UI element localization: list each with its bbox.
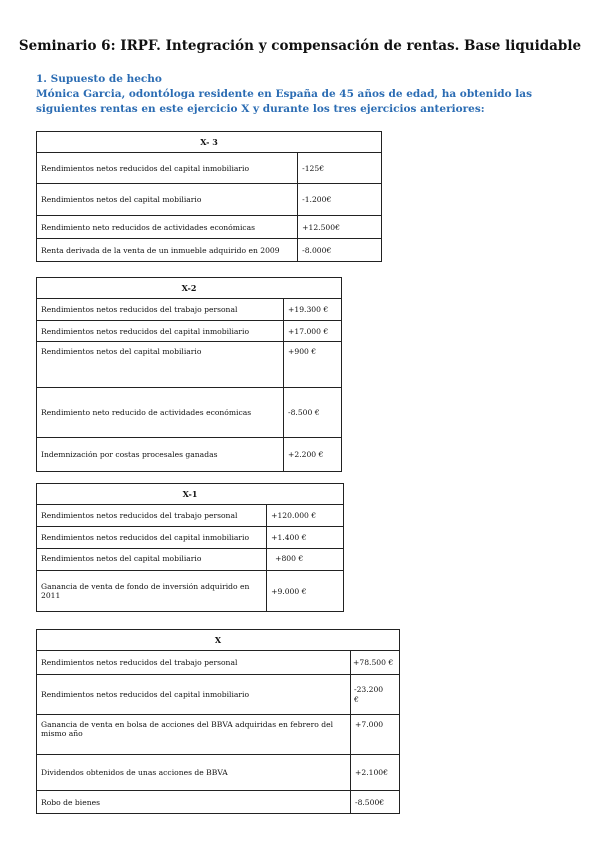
row-value: -8.500 €	[284, 388, 342, 438]
table-x	[36, 629, 400, 814]
section-heading: 1. Supuesto de hecho	[36, 73, 162, 85]
row-value: +17.000 €	[284, 321, 342, 342]
table-row	[37, 299, 342, 321]
intro-paragraph: Mónica Garcia, odontóloga residente en España de 45 años de edad, ha obtenido las siguientes rentas en este ejercicio X y durante los tres ejercicios anteriores:	[36, 88, 533, 115]
table-header: X-2	[37, 278, 342, 299]
row-label: Rendimientos netos reducidos del capital inmobiliario	[37, 153, 298, 184]
row-label: Rendimientos netos reducidos del trabajo personal	[37, 505, 267, 527]
row-label: Rendimiento neto reducidos de actividades económicas	[37, 216, 298, 239]
table-row	[37, 388, 342, 438]
row-label: Rendimientos netos reducidos del trabajo personal	[37, 651, 351, 675]
row-label: Rendimientos netos del capital mobiliario	[37, 184, 298, 216]
row-value: +800 €	[267, 549, 344, 571]
row-label: Rendimientos netos reducidos del trabajo personal	[37, 299, 284, 321]
row-value: +900 €	[284, 342, 342, 388]
case-intro	[36, 72, 566, 117]
row-label: Rendimientos netos reducidos del capital inmobiliario	[37, 321, 284, 342]
row-value: +12.500€	[298, 216, 382, 239]
row-label: Rendimientos netos del capital mobiliario	[37, 342, 284, 388]
table-header: X	[37, 630, 400, 651]
table-row	[37, 755, 400, 791]
table-row	[37, 571, 344, 612]
table-row	[37, 216, 382, 239]
row-label: Rendimientos netos reducidos del capital inmobiliario	[37, 527, 267, 549]
row-label: Ganancia de venta de fondo de inversión adquirido en 2011	[37, 571, 267, 612]
row-value: +1.400 €	[267, 527, 344, 549]
row-value: -8.000€	[298, 239, 382, 262]
table-row	[37, 651, 400, 675]
table-x-minus-3	[36, 131, 382, 262]
row-value: +78.500 €	[351, 651, 400, 675]
table-row	[37, 675, 400, 715]
row-label: Renta derivada de la venta de un inmueble adquirido en 2009	[37, 239, 298, 262]
table-row	[37, 153, 382, 184]
row-value: +2.100€	[351, 755, 400, 791]
row-label: Dividendos obtenidos de unas acciones de BBVA	[37, 755, 351, 791]
page-title: Seminario 6: IRPF. Integración y compensación de rentas. Base liquidable	[18, 38, 582, 54]
row-label: Rendimientos netos reducidos del capital inmobiliario	[37, 675, 351, 715]
table-header: X- 3	[37, 132, 382, 153]
row-value: -125€	[298, 153, 382, 184]
table-header: X-1	[37, 484, 344, 505]
row-value: +2.200 €	[284, 438, 342, 472]
row-value: -23.200 €	[351, 675, 400, 715]
row-label: Rendimientos netos del capital mobiliario	[37, 549, 267, 571]
row-value: -8.500€	[351, 791, 400, 814]
table-row	[37, 715, 400, 755]
table-row	[37, 184, 382, 216]
row-label: Rendimiento neto reducido de actividades económicas	[37, 388, 284, 438]
table-row	[37, 321, 342, 342]
row-value: +7.000	[351, 715, 400, 755]
table-x-minus-2	[36, 277, 342, 472]
row-value: +9.000 €	[267, 571, 344, 612]
table-row	[37, 527, 344, 549]
table-row	[37, 438, 342, 472]
row-label: Ganancia de venta en bolsa de acciones del BBVA adquiridas en febrero del mismo año	[37, 715, 351, 755]
table-row	[37, 239, 382, 262]
table-row	[37, 791, 400, 814]
row-value: -1.200€	[298, 184, 382, 216]
row-value: +19.300 €	[284, 299, 342, 321]
row-value: +120.000 €	[267, 505, 344, 527]
table-x-minus-1	[36, 483, 344, 612]
table-row	[37, 505, 344, 527]
table-row	[37, 342, 342, 388]
row-label: Indemnización por costas procesales ganadas	[37, 438, 284, 472]
row-label: Robo de bienes	[37, 791, 351, 814]
table-row	[37, 549, 344, 571]
